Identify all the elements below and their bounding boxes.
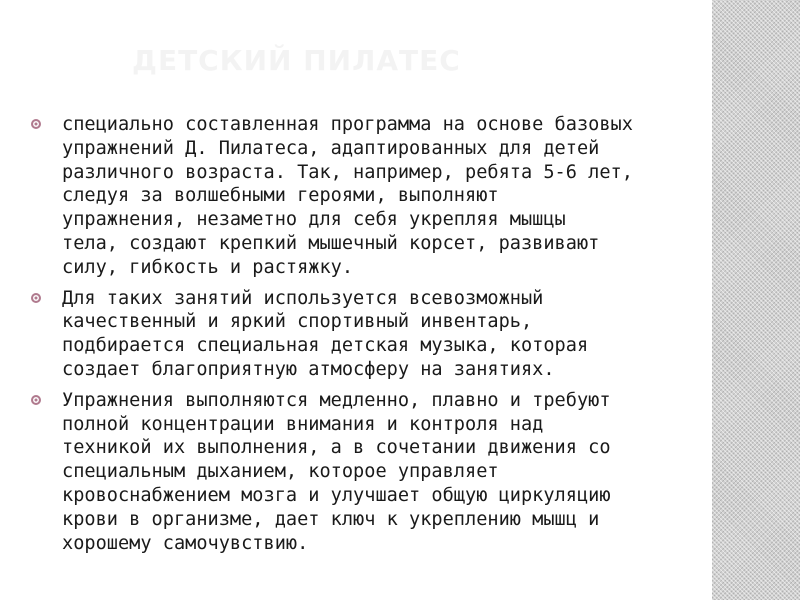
bullet-text: Упражнения выполняются медленно, плавно и требуют полной концентрации внимания и контроля над техникой их выполнения, а в сочетании движения со специальным дыханием, которое управляет кровоснабжением мозга и улучшает общую циркуляцию крови в организме, дает ключ к укреплению мышц и хорошему самочувствию. bbox=[62, 389, 611, 554]
bullet-text: Для таких занятий используется всевозможный качественный и яркий спортивный инвентарь, подбирается специальная детская музыка, которая создает благоприятную атмосферу на занятиях. bbox=[62, 287, 589, 380]
bullet-item bbox=[30, 287, 710, 382]
bullet-text: специально составленная программа на основе базовых упражнений Д. Пилатеса, адаптированных для детей различного возраста. Так, например, ребята 5-6 лет, следуя за волшебными героями, выполняют упражнения, незаметно для себя укрепляя мышцы тела, создают крепкий мышечный корсет, развивают силу, гибкость и растяжку. bbox=[62, 114, 633, 278]
slide-title: ДЕТСКИЙ ПИЛАТЕС bbox=[132, 44, 461, 77]
ring-bullet-icon bbox=[31, 119, 41, 129]
bullet-item bbox=[30, 389, 710, 556]
ring-bullet-icon bbox=[31, 293, 41, 303]
bullet-list bbox=[30, 113, 710, 562]
bullet-item bbox=[30, 113, 710, 280]
ring-bullet-icon bbox=[31, 395, 41, 405]
decorative-side-strip bbox=[712, 0, 800, 600]
